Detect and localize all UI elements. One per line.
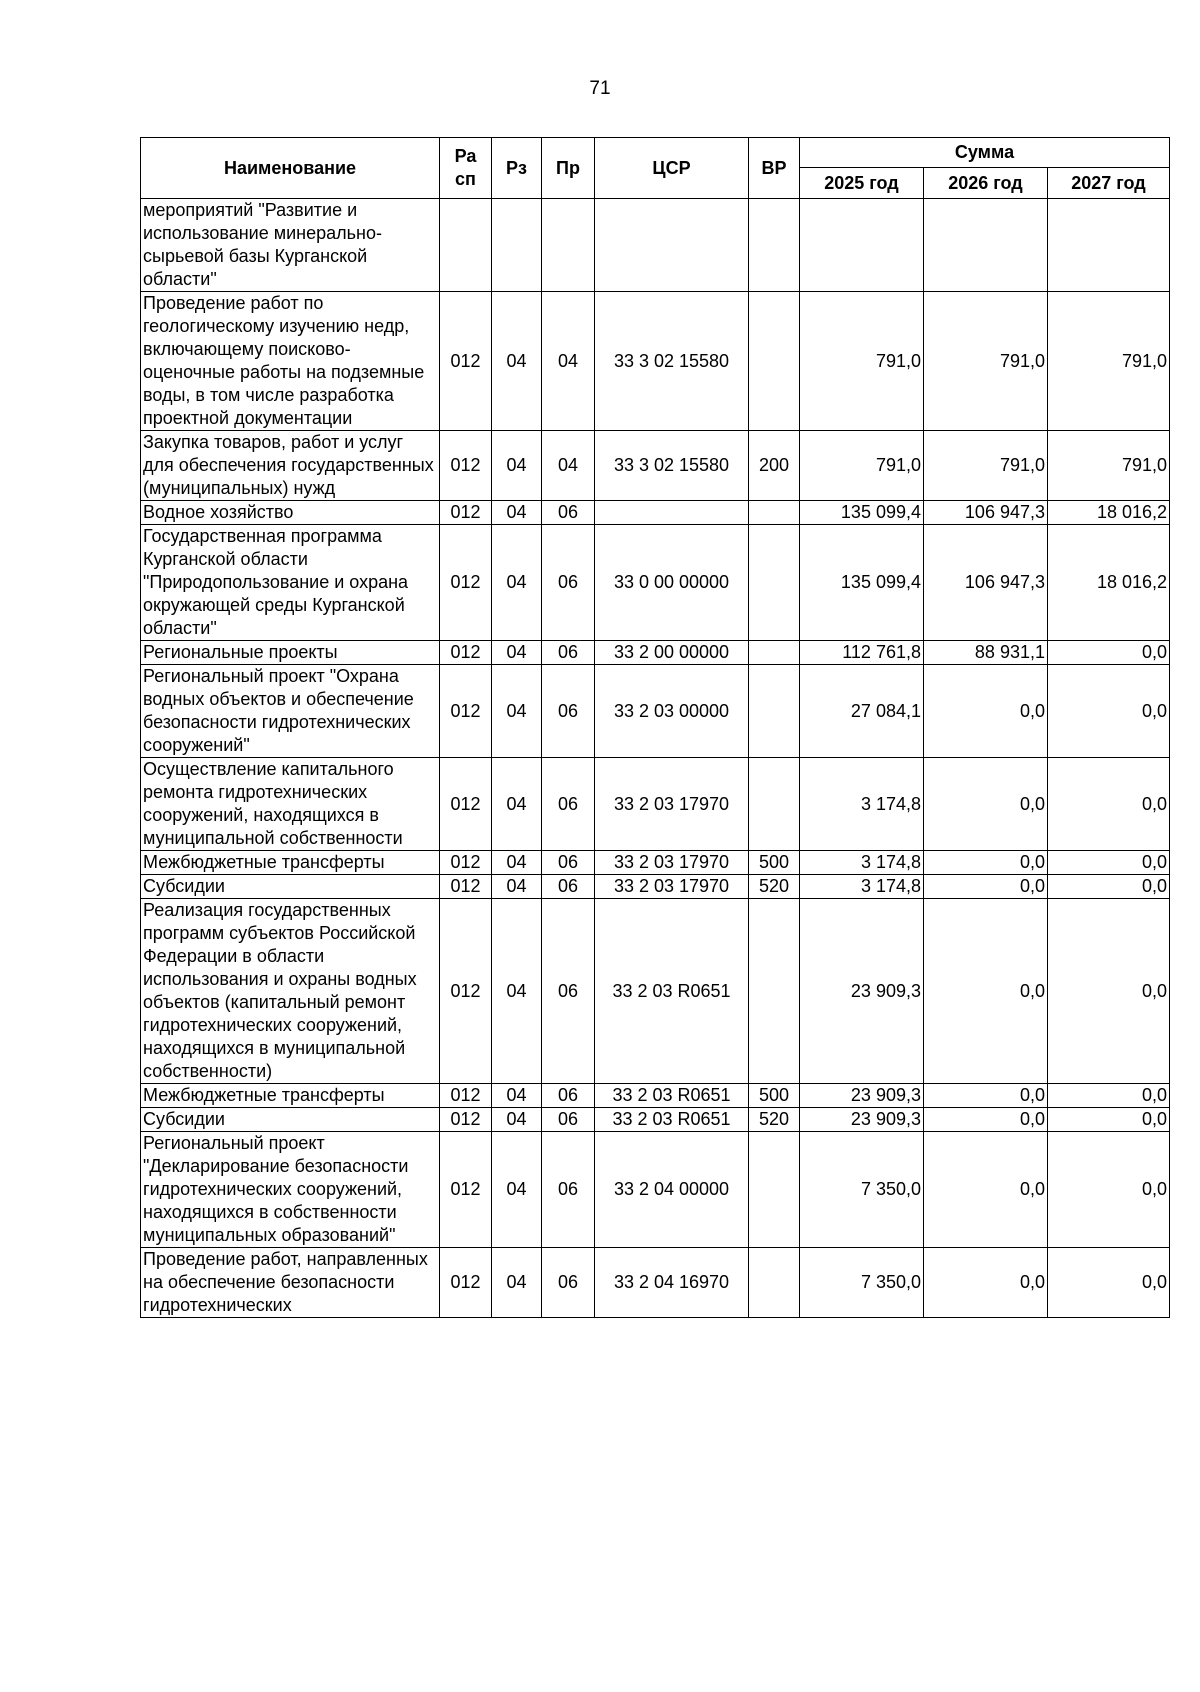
cell-csr: 33 0 00 00000 — [595, 525, 749, 641]
cell-2026: 0,0 — [924, 1132, 1048, 1248]
cell-csr: 33 2 04 00000 — [595, 1132, 749, 1248]
cell-name: Проведение работ по геологическому изучению недр, включающему поисково-оценочные работы на подземные воды, в том числе разработка проектной документации — [141, 292, 440, 431]
cell-2025: 23 909,3 — [800, 1108, 924, 1132]
cell-2026: 0,0 — [924, 1108, 1048, 1132]
cell-name: Межбюджетные трансферты — [141, 1084, 440, 1108]
cell-2027 — [1048, 199, 1170, 292]
cell-rz: 04 — [492, 1132, 542, 1248]
cell-csr: 33 2 03 R0651 — [595, 1108, 749, 1132]
cell-2027: 0,0 — [1048, 641, 1170, 665]
cell-2025: 3 174,8 — [800, 851, 924, 875]
cell-name: Проведение работ, направленных на обеспечение безопасности гидротехнических — [141, 1248, 440, 1318]
cell-2027: 0,0 — [1048, 1132, 1170, 1248]
cell-rasp: 012 — [440, 875, 492, 899]
cell-2026 — [924, 199, 1048, 292]
cell-2026: 791,0 — [924, 431, 1048, 501]
cell-rasp: 012 — [440, 1248, 492, 1318]
cell-2025: 7 350,0 — [800, 1248, 924, 1318]
cell-pr: 06 — [542, 641, 595, 665]
cell-rz: 04 — [492, 875, 542, 899]
cell-pr — [542, 199, 595, 292]
cell-csr: 33 3 02 15580 — [595, 431, 749, 501]
cell-vr — [749, 501, 800, 525]
cell-vr: 500 — [749, 851, 800, 875]
cell-2026: 0,0 — [924, 851, 1048, 875]
cell-vr — [749, 525, 800, 641]
cell-vr — [749, 758, 800, 851]
cell-2027: 0,0 — [1048, 1084, 1170, 1108]
cell-pr: 06 — [542, 1132, 595, 1248]
header-rasp: Ра сп — [440, 138, 492, 199]
table-row — [141, 199, 1170, 292]
header-year-2027: 2027 год — [1048, 168, 1170, 199]
table-row — [141, 665, 1170, 758]
cell-rasp: 012 — [440, 292, 492, 431]
table-body — [141, 199, 1170, 1318]
cell-name: Осуществление капитального ремонта гидротехнических сооружений, находящихся в муниципальной собственности — [141, 758, 440, 851]
table-row — [141, 501, 1170, 525]
cell-rasp: 012 — [440, 665, 492, 758]
header-pr: Пр — [542, 138, 595, 199]
table-row — [141, 875, 1170, 899]
cell-pr: 06 — [542, 899, 595, 1084]
table-row — [141, 758, 1170, 851]
cell-rasp: 012 — [440, 1108, 492, 1132]
cell-rasp: 012 — [440, 1084, 492, 1108]
cell-csr: 33 2 00 00000 — [595, 641, 749, 665]
cell-2026: 0,0 — [924, 758, 1048, 851]
cell-rz: 04 — [492, 665, 542, 758]
cell-rz: 04 — [492, 641, 542, 665]
cell-2025: 7 350,0 — [800, 1132, 924, 1248]
cell-name: Субсидии — [141, 875, 440, 899]
cell-rasp: 012 — [440, 758, 492, 851]
cell-rz: 04 — [492, 1108, 542, 1132]
cell-2025: 23 909,3 — [800, 1084, 924, 1108]
cell-2026: 106 947,3 — [924, 525, 1048, 641]
cell-vr: 500 — [749, 1084, 800, 1108]
cell-csr: 33 2 03 17970 — [595, 851, 749, 875]
cell-pr: 06 — [542, 501, 595, 525]
header-csr: ЦСР — [595, 138, 749, 199]
cell-2027: 0,0 — [1048, 1248, 1170, 1318]
cell-name: мероприятий "Развитие и использование минерально-сырьевой базы Курганской области" — [141, 199, 440, 292]
table-row — [141, 1132, 1170, 1248]
cell-rz: 04 — [492, 292, 542, 431]
cell-rz: 04 — [492, 1084, 542, 1108]
header-vr: ВР — [749, 138, 800, 199]
cell-vr: 520 — [749, 1108, 800, 1132]
cell-pr: 06 — [542, 851, 595, 875]
cell-name: Закупка товаров, работ и услуг для обеспечения государственных (муниципальных) нужд — [141, 431, 440, 501]
cell-2026: 0,0 — [924, 1084, 1048, 1108]
cell-2025: 791,0 — [800, 431, 924, 501]
cell-rasp: 012 — [440, 501, 492, 525]
cell-2025: 791,0 — [800, 292, 924, 431]
cell-2027: 0,0 — [1048, 665, 1170, 758]
cell-name: Государственная программа Курганской области "Природопользование и охрана окружающей среды Курганской области" — [141, 525, 440, 641]
cell-2027: 0,0 — [1048, 851, 1170, 875]
cell-2025: 135 099,4 — [800, 525, 924, 641]
cell-csr — [595, 501, 749, 525]
cell-rasp — [440, 199, 492, 292]
cell-rz: 04 — [492, 851, 542, 875]
cell-vr: 520 — [749, 875, 800, 899]
budget-table — [140, 137, 1170, 1318]
cell-2026: 88 931,1 — [924, 641, 1048, 665]
cell-name: Региональные проекты — [141, 641, 440, 665]
cell-pr: 06 — [542, 665, 595, 758]
page-number: 71 — [589, 78, 611, 99]
cell-2025: 135 099,4 — [800, 501, 924, 525]
cell-csr: 33 2 03 R0651 — [595, 1084, 749, 1108]
cell-2026: 0,0 — [924, 899, 1048, 1084]
cell-rz: 04 — [492, 525, 542, 641]
cell-2027: 18 016,2 — [1048, 501, 1170, 525]
cell-2027: 0,0 — [1048, 899, 1170, 1084]
cell-rasp: 012 — [440, 851, 492, 875]
cell-pr: 04 — [542, 292, 595, 431]
cell-csr: 33 2 03 17970 — [595, 875, 749, 899]
header-year-2025: 2025 год — [800, 168, 924, 199]
cell-rz: 04 — [492, 899, 542, 1084]
cell-pr: 06 — [542, 1084, 595, 1108]
cell-vr — [749, 899, 800, 1084]
cell-2025: 27 084,1 — [800, 665, 924, 758]
cell-2026: 0,0 — [924, 1248, 1048, 1318]
cell-2026: 791,0 — [924, 292, 1048, 431]
cell-2027: 791,0 — [1048, 292, 1170, 431]
cell-rasp: 012 — [440, 641, 492, 665]
cell-2026: 106 947,3 — [924, 501, 1048, 525]
cell-2025: 112 761,8 — [800, 641, 924, 665]
table-row — [141, 292, 1170, 431]
cell-2026: 0,0 — [924, 875, 1048, 899]
table-row — [141, 851, 1170, 875]
cell-2027: 18 016,2 — [1048, 525, 1170, 641]
cell-name: Региональный проект "Декларирование безопасности гидротехнических сооружений, находящихся в собственности муниципальных образований" — [141, 1132, 440, 1248]
cell-vr — [749, 1248, 800, 1318]
cell-vr — [749, 665, 800, 758]
table-row — [141, 1108, 1170, 1132]
cell-2027: 0,0 — [1048, 875, 1170, 899]
cell-name: Водное хозяйство — [141, 501, 440, 525]
cell-2027: 0,0 — [1048, 758, 1170, 851]
cell-rz: 04 — [492, 1248, 542, 1318]
cell-rasp: 012 — [440, 525, 492, 641]
cell-pr: 04 — [542, 431, 595, 501]
cell-vr — [749, 199, 800, 292]
cell-vr — [749, 1132, 800, 1248]
table-row — [141, 525, 1170, 641]
header-sum: Сумма — [800, 138, 1170, 168]
cell-csr: 33 2 03 00000 — [595, 665, 749, 758]
cell-pr: 06 — [542, 758, 595, 851]
cell-csr: 33 2 03 R0651 — [595, 899, 749, 1084]
header-year-2026: 2026 год — [924, 168, 1048, 199]
cell-rz: 04 — [492, 758, 542, 851]
table-row — [141, 431, 1170, 501]
cell-2027: 0,0 — [1048, 1108, 1170, 1132]
cell-csr — [595, 199, 749, 292]
cell-csr: 33 3 02 15580 — [595, 292, 749, 431]
cell-pr: 06 — [542, 525, 595, 641]
cell-2025: 23 909,3 — [800, 899, 924, 1084]
cell-pr: 06 — [542, 1248, 595, 1318]
table-row — [141, 899, 1170, 1084]
cell-rasp: 012 — [440, 431, 492, 501]
table-row — [141, 1084, 1170, 1108]
cell-name: Региональный проект "Охрана водных объектов и обеспечение безопасности гидротехнических сооружений" — [141, 665, 440, 758]
cell-rz: 04 — [492, 431, 542, 501]
cell-2027: 791,0 — [1048, 431, 1170, 501]
cell-name: Реализация государственных программ субъектов Российской Федерации в области использования и охраны водных объектов (капитальный ремонт гидротехнических сооружений, находящихся в муниципальной собственности) — [141, 899, 440, 1084]
cell-csr: 33 2 04 16970 — [595, 1248, 749, 1318]
table-row — [141, 641, 1170, 665]
cell-2025: 3 174,8 — [800, 758, 924, 851]
header-name: Наименование — [141, 138, 440, 199]
cell-vr — [749, 292, 800, 431]
cell-2025: 3 174,8 — [800, 875, 924, 899]
cell-vr — [749, 641, 800, 665]
cell-csr: 33 2 03 17970 — [595, 758, 749, 851]
header-rz: Рз — [492, 138, 542, 199]
cell-rz — [492, 199, 542, 292]
cell-rz: 04 — [492, 501, 542, 525]
cell-name: Межбюджетные трансферты — [141, 851, 440, 875]
table-row — [141, 1248, 1170, 1318]
cell-rasp: 012 — [440, 899, 492, 1084]
cell-rasp: 012 — [440, 1132, 492, 1248]
cell-2026: 0,0 — [924, 665, 1048, 758]
cell-pr: 06 — [542, 1108, 595, 1132]
cell-2025 — [800, 199, 924, 292]
cell-pr: 06 — [542, 875, 595, 899]
cell-vr: 200 — [749, 431, 800, 501]
cell-name: Субсидии — [141, 1108, 440, 1132]
